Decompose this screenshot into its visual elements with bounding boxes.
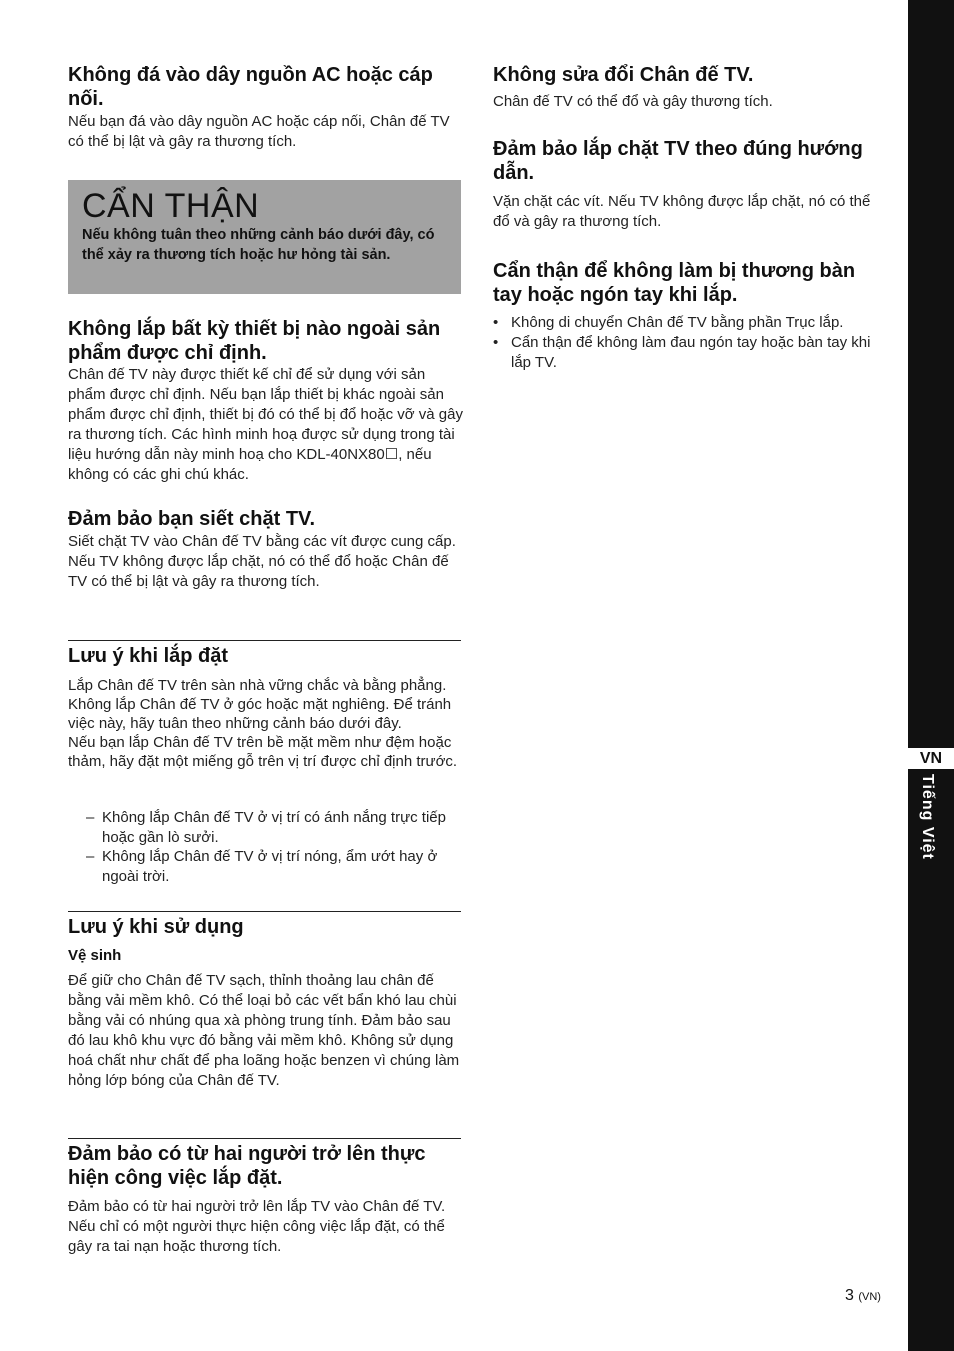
- language-side-tab: [908, 0, 954, 1351]
- paragraph-no-kick-cable: Nếu bạn đá vào dây nguồn AC hoặc cáp nối, Chân đế TV có thể bị lật và gây ra thương tích.: [68, 113, 450, 150]
- heading-specified-product: Không lắp bất kỳ thiết bị nào ngoài sản phẩm được chỉ định.: [68, 318, 441, 364]
- heading-usage-notes: Lưu ý khi sử dụng: [68, 916, 244, 938]
- caution-box: [68, 180, 461, 294]
- divider-two-people: [68, 1138, 461, 1139]
- paragraph-cleaning: Để giữ cho Chân đế TV sạch, thỉnh thoảng lau chân đế bằng vải mềm khô. Có thể loại bỏ các vết bẩn khó lau chùi bằng vải có nhúng qua xà phòng trung tính. Đảm bảo sau đó lau khô khu vực đó bằng vải mềm khô. Không sử dụng hoá chất như chất để pha loãng hoặc benzen vì chúng làm hỏng lớp bóng của Chân đế TV.: [68, 972, 460, 1089]
- subheading-cleaning: Vệ sinh: [68, 947, 122, 964]
- page-number-value: 3: [845, 1287, 854, 1304]
- heading-installation-notes: Lưu ý khi lắp đặt: [68, 645, 229, 667]
- heading-two-people: Đảm bảo có từ hai người trở lên thực hiện công việc lắp đặt.: [68, 1143, 426, 1189]
- heading-tighten-tv: Đảm bảo bạn siết chặt TV.: [68, 508, 316, 530]
- heading-no-modify: Không sửa đổi Chân đế TV.: [493, 64, 754, 86]
- bullet-marker: •: [493, 334, 499, 351]
- paragraph-two-people: Đảm bảo có từ hai người trở lên lắp TV vào Chân đế TV. Nếu chỉ có một người thực hiện công việc lắp đặt, có thể gây ra tai nạn hoặc thương tích.: [68, 1198, 446, 1255]
- heading-attach-correctly: Đảm bảo lắp chặt TV theo đúng hướng dẫn.: [493, 138, 863, 184]
- heading-protect-hands: Cẩn thận để không làm bị thương bàn tay hoặc ngón tay khi lắp.: [493, 260, 856, 306]
- caution-text: Nếu không tuân theo những cảnh báo dưới đây, có thể xảy ra thương tích hoặc hư hỏng tài sản.: [82, 227, 435, 263]
- list-item-text: Không lắp Chân đế TV ở vị trí nóng, ẩm ướt hay ở ngoài trời.: [102, 848, 438, 885]
- dash-marker: –: [86, 848, 95, 865]
- paragraph-attach-correctly: Vặn chặt các vít. Nếu TV không được lắp chặt, nó có thể đổ và gây ra thương tích.: [493, 193, 871, 230]
- protect-hands-list: [493, 313, 873, 373]
- list-item-text: Không lắp Chân đế TV ở vị trí có ánh nắng trực tiếp hoặc gần lò sưởi.: [102, 809, 446, 846]
- installation-warnings-list: [68, 808, 460, 886]
- language-code-badge: VN: [908, 748, 954, 769]
- list-item: [493, 333, 873, 373]
- list-item-text: Không di chuyển Chân đế TV bằng phần Trục lắp.: [511, 314, 844, 331]
- paragraph-installation-notes: Lắp Chân đế TV trên sàn nhà vững chắc và bằng phẳng. Không lắp Chân đế TV ở góc hoặc mặt nghiêng. Để tránh việc này, hãy tuân theo những cảnh báo dưới đây. Nếu bạn lắp Chân đế TV trên bề mặt mềm như đệm hoặc thảm, hãy đặt một miếng gỗ trên vị trí được chỉ định trước.: [68, 677, 458, 770]
- paragraph-tighten-tv: Siết chặt TV vào Chân đế TV bằng các vít được cung cấp. Nếu TV không được lắp chặt, nó có thể đổ hoặc Chân đế TV có thể bị lật và gây ra thương tích.: [68, 533, 456, 590]
- heading-no-kick-cable: Không đá vào dây nguồn AC hoặc cáp nối.: [68, 64, 433, 110]
- dash-marker: –: [86, 809, 95, 826]
- divider-usage: [68, 911, 461, 912]
- list-item: [68, 808, 460, 847]
- list-item: [493, 313, 873, 333]
- paragraph-specified-product: Chân đế TV này được thiết kế chỉ để sử dụng với sản phẩm được chỉ định. Nếu bạn lắp thiết bị khác ngoài sản phẩm được chỉ định, thiết bị đó có thể bị đổ hoặc vỡ và gây ra thương tích. Các hình minh hoạ được sử dụng trong tài liệu hướng dẫn này minh hoạ cho KDL-40NX80☐, nếu không có các ghi chú khác.: [68, 366, 463, 483]
- caution-title: CẨN THẬN: [82, 187, 260, 225]
- bullet-marker: •: [493, 314, 499, 331]
- language-label: Tiếng Việt: [919, 774, 936, 860]
- page-number-suffix: (VN): [858, 1291, 881, 1303]
- paragraph-no-modify: Chân đế TV có thể đổ và gây thương tích.: [493, 93, 773, 110]
- list-item-text: Cẩn thận để không làm đau ngón tay hoặc bàn tay khi lắp TV.: [511, 334, 871, 371]
- divider-installation: [68, 640, 461, 641]
- page-number: [845, 1287, 881, 1305]
- list-item: [68, 847, 460, 886]
